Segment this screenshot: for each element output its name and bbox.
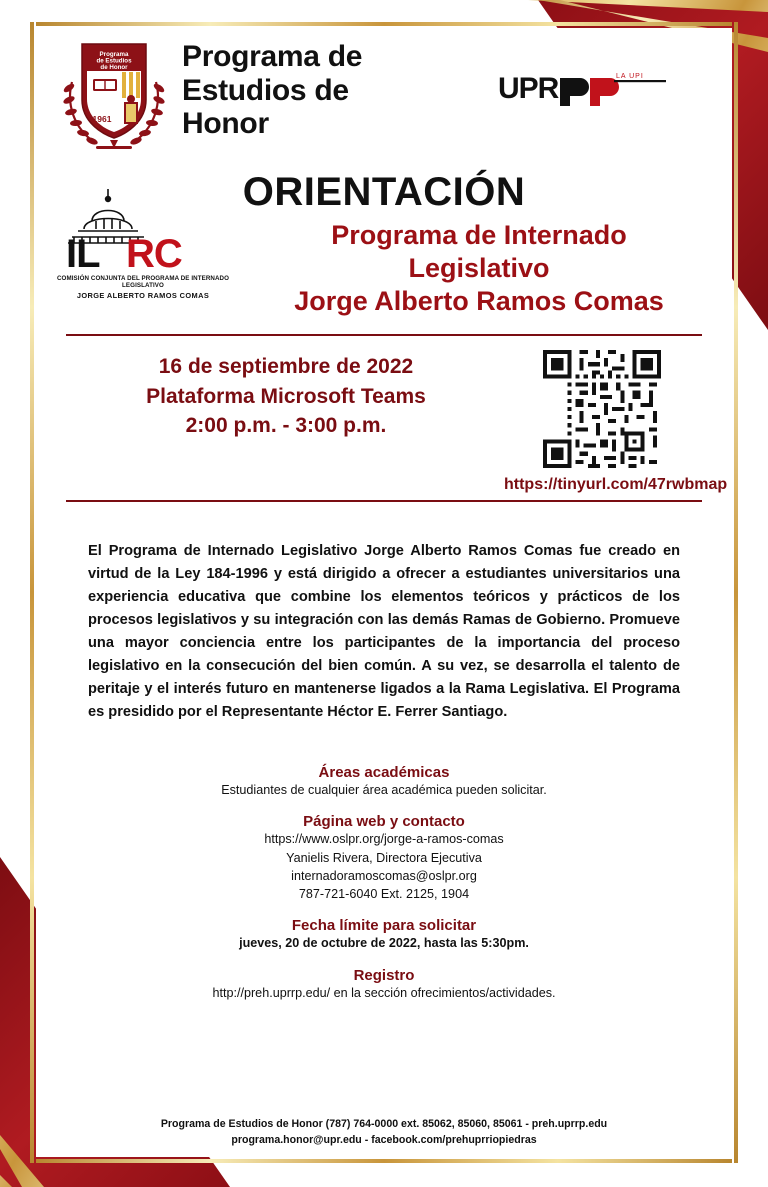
border-left (30, 22, 34, 1163)
svg-text:1961: 1961 (92, 114, 112, 124)
poster-content (42, 30, 726, 1155)
qr-url-link[interactable]: https://tinyurl.com/47rwbmap (504, 475, 728, 493)
program-title-line-2: Estudios de (182, 73, 349, 107)
contact-phone: 787-721-6040 Ext. 2125, 1904 (298, 887, 470, 902)
registro-heading: Registro (353, 966, 415, 984)
footer-line-1: Programa de Estudios de Honor (787) 764-0000 ext. 85062, 85060, 85061 - preh.uprrp.edu (160, 1118, 608, 1131)
footer-line-2: programa.honor@upr.edu - facebook.com/prehuprriopiedras (231, 1134, 537, 1147)
deadline-text: jueves, 20 de octubre de 2022, hasta las 5:30pm. (239, 936, 529, 951)
ilrc-caption: COMISIÓN CONJUNTA DEL PROGRAMA DE INTERNADO LEGISLATIVO (56, 275, 230, 289)
description-paragraph: El Programa de Internado Legislativo Jorge Alberto Ramos Comas fue creado en virtud de la Ley 184-1996 y está dirigido a ofrecer a estudiantes universitarios una experiencia educativa que combine los elementos teóricos y prácticos de los procesos legislativos y su integración con las demás Ramas de Gobierno. Promueve una mayor conciencia entre los participantes de la importancia del proceso legislativo en la consecución del bien común. A su vez, se desarrolla el talento de peritaje y el interés futuro en mantenerse ligados a la Rama Legislativa. El Programa es presidido por el Representante Héctor E. Ferrer Santiago. (88, 542, 680, 721)
border-right (734, 22, 738, 1163)
divider-bottom (66, 500, 702, 502)
event-time: 2:00 p.m. - 3:00 p.m. (185, 414, 387, 438)
contact-heading: Página web y contacto (303, 813, 465, 831)
event-details (68, 350, 504, 441)
program-title (182, 40, 362, 141)
title-row (42, 219, 726, 318)
svg-text:Programa: Programa (99, 51, 129, 58)
border-top (36, 22, 732, 26)
contact-person: Yanielis Rivera, Directora Ejecutiva (286, 850, 482, 865)
details-section (42, 764, 726, 1002)
qr-section (504, 350, 728, 494)
contact-website-link[interactable]: https://www.oslpr.org/jorge-a-ramos-comas (264, 832, 504, 847)
program-title-line-1: Programa de (182, 40, 363, 73)
ilrc-logo (48, 185, 238, 300)
registro-link[interactable]: http://preh.uprrp.edu/ en la sección ofrecimientos/actividades. (212, 985, 556, 1000)
deadline-heading: Fecha límite para solicitar (291, 917, 477, 935)
capitol-dome-icon (48, 185, 238, 269)
page-title: ORIENTACIÓN (242, 170, 526, 214)
event-info-row (42, 336, 726, 494)
event-subtitle-line-2: Legislativo (408, 252, 550, 283)
poster-footer (42, 1117, 726, 1149)
svg-text:de Honor: de Honor (100, 64, 128, 72)
qr-code-icon[interactable] (543, 350, 661, 468)
svg-text:LA UPI: LA UPI (616, 73, 644, 80)
event-subtitle-line-1: Programa de Internado (331, 220, 627, 250)
svg-text:IL: IL (66, 232, 100, 269)
svg-text:UPR: UPR (498, 72, 559, 105)
event-date: 16 de septiembre de 2022 (158, 354, 414, 378)
program-title-line-3: Honor (182, 107, 269, 141)
event-platform: Plataforma Microsoft Teams (146, 384, 426, 408)
event-subtitle (238, 219, 726, 318)
poster-header (42, 30, 726, 160)
svg-text:de Estudios: de Estudios (96, 57, 132, 65)
border-bottom (36, 1159, 732, 1163)
ilrc-caption-2: JORGE ALBERTO RAMOS COMAS (76, 291, 210, 300)
event-subtitle-line-3: Jorge Alberto Ramos Comas (294, 285, 664, 316)
contact-email-link[interactable]: internadoramoscomas@oslpr.org (291, 868, 477, 883)
areas-heading: Áreas académicas (318, 764, 450, 782)
uprrp-logo-icon (498, 68, 678, 114)
honor-program-crest-icon (60, 30, 168, 154)
areas-text: Estudiantes de cualquier área académica pueden solicitar. (221, 783, 547, 798)
svg-text:RC: RC (126, 232, 182, 269)
